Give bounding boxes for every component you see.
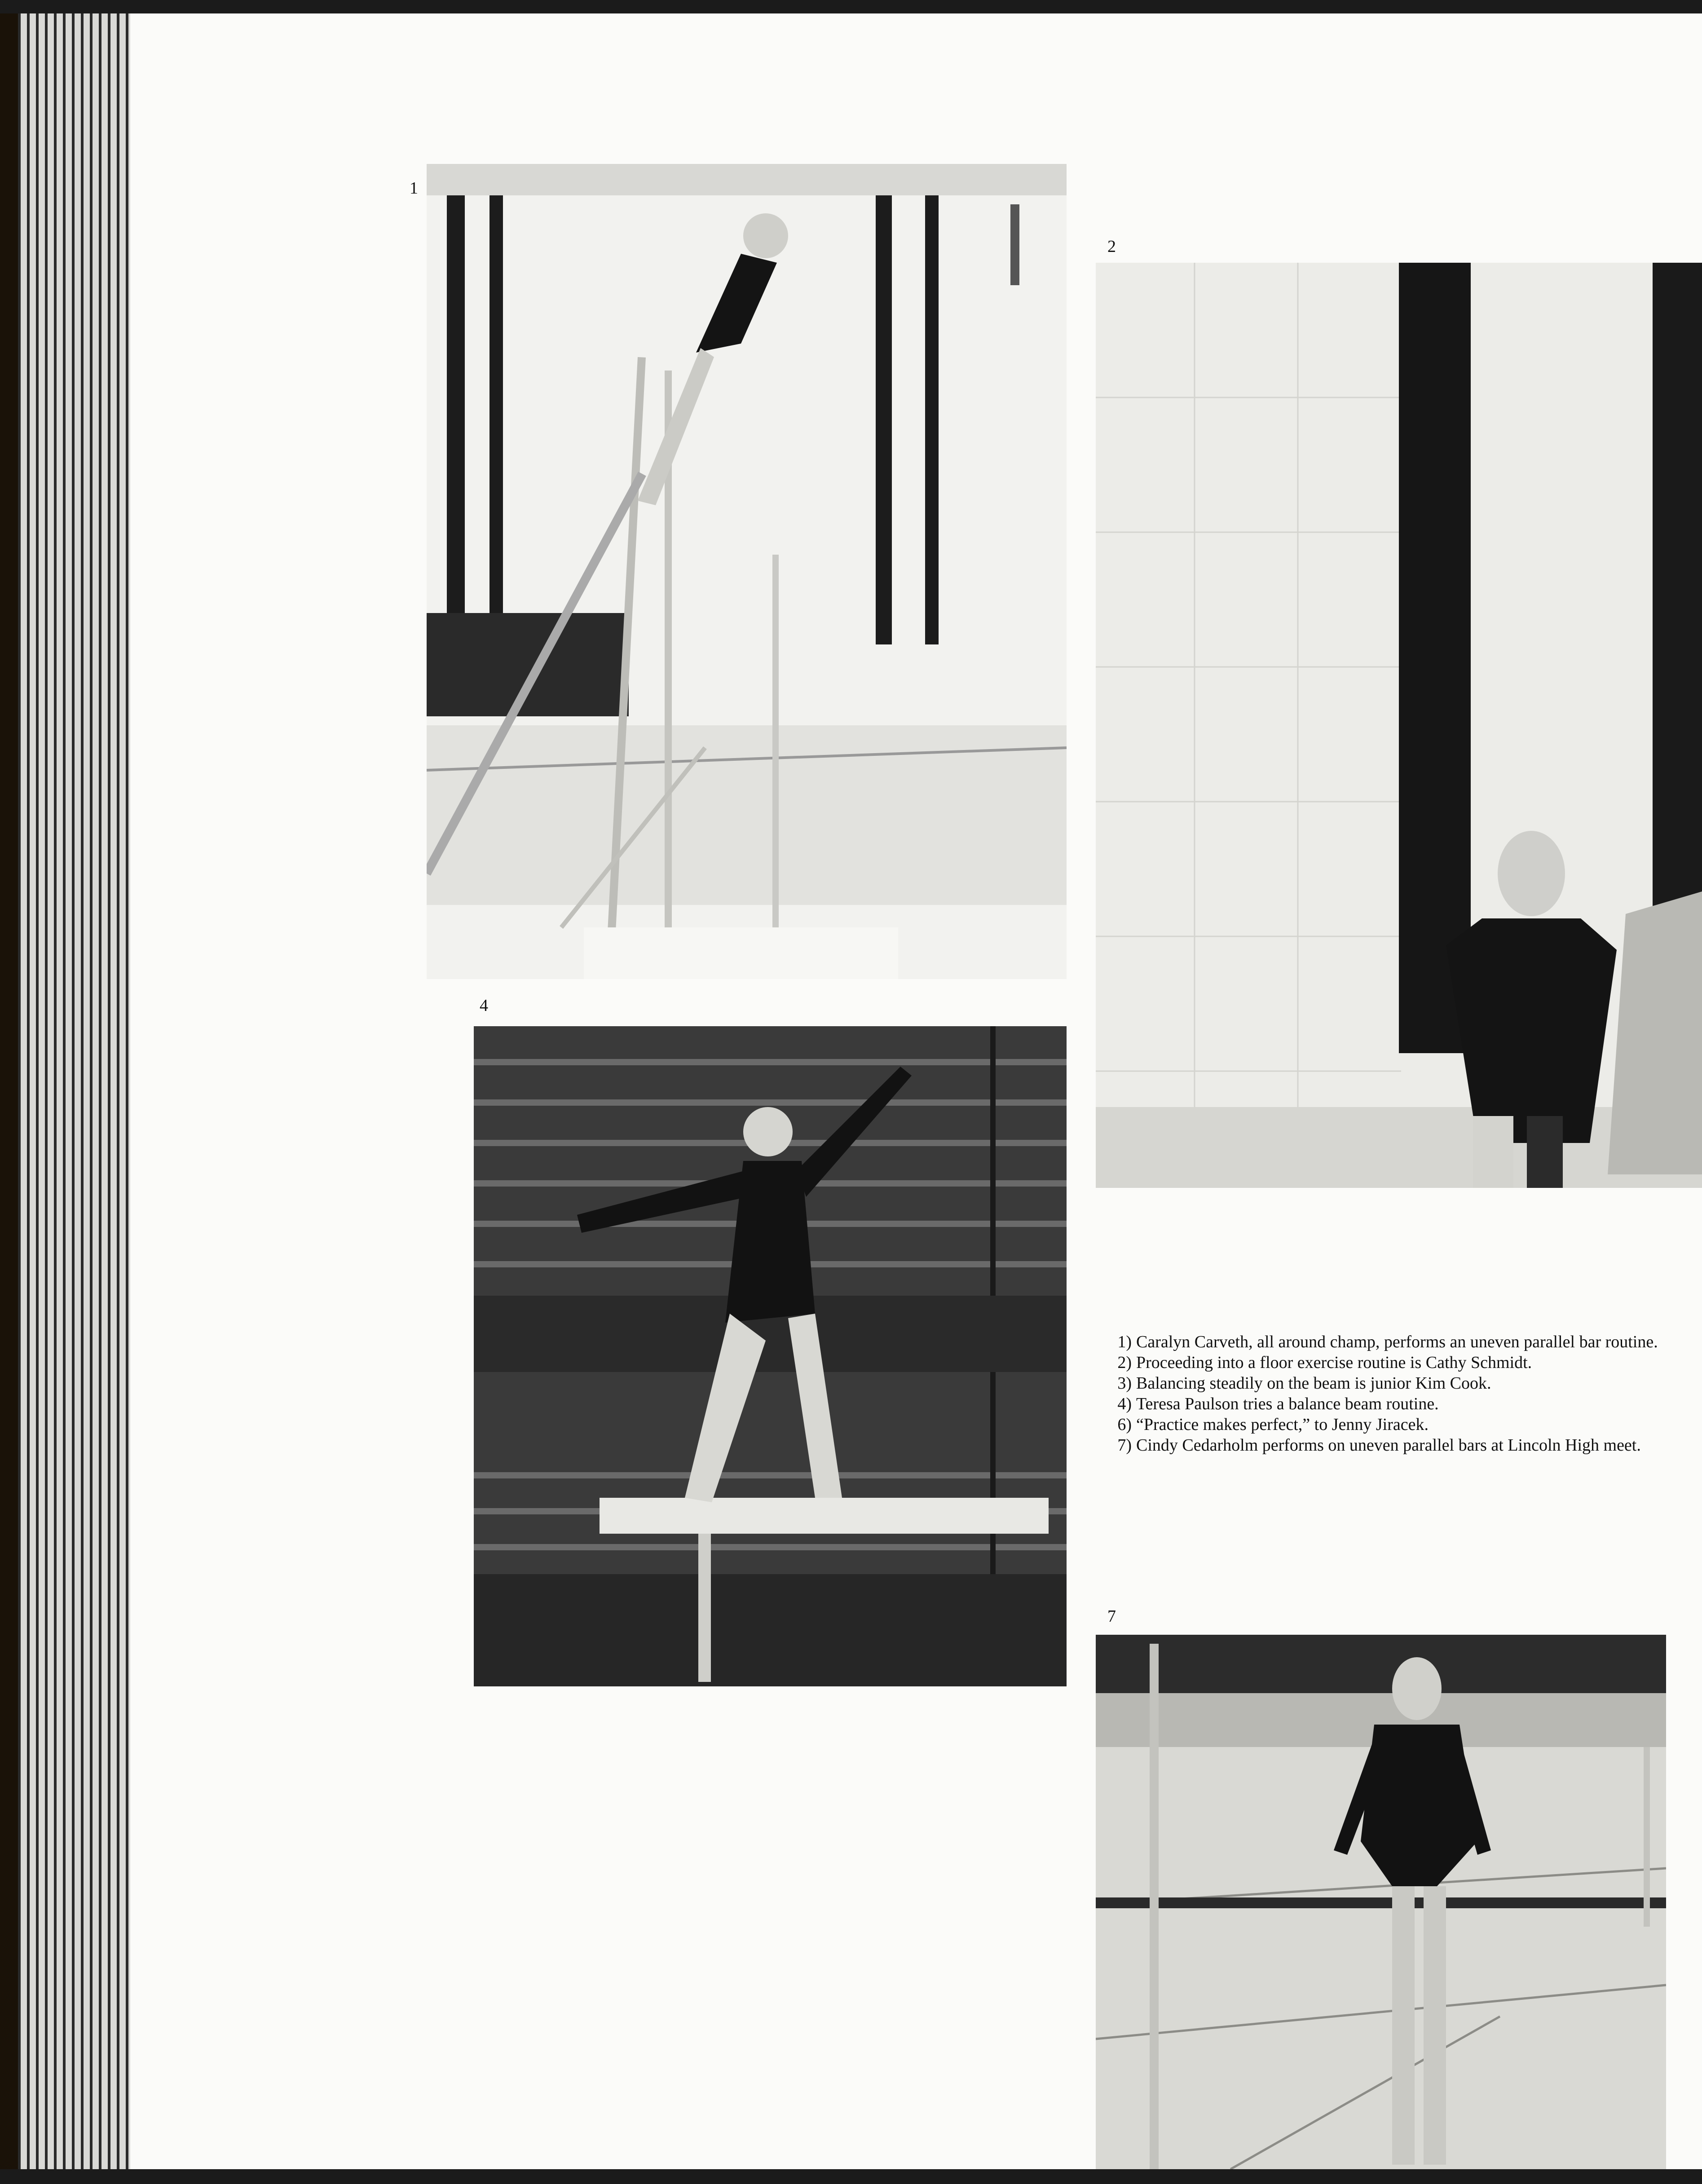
caption-number: 7)	[1117, 1436, 1132, 1455]
photo-number-7: 7	[1107, 1607, 1116, 1626]
caption-number: 2)	[1117, 1353, 1132, 1372]
top-scan-edge	[0, 0, 1702, 13]
caption-number: 4)	[1117, 1394, 1132, 1413]
caption-number: 6)	[1117, 1415, 1132, 1434]
caption-list	[1096, 1332, 1671, 1456]
caption-item	[1096, 1435, 1671, 1456]
caption-text: Teresa Paulson tries a balance beam routine.	[1136, 1394, 1439, 1413]
photo-uneven-bars	[427, 164, 1067, 979]
caption-text: Proceeding into a floor exercise routine is Cathy Schmidt.	[1136, 1353, 1532, 1372]
book-spine	[0, 0, 18, 2184]
caption-item	[1096, 1332, 1671, 1352]
caption-item	[1096, 1394, 1671, 1414]
caption-text: Caralyn Carveth, all around champ, performs an uneven parallel bar routine.	[1136, 1332, 1658, 1351]
caption-item	[1096, 1414, 1671, 1435]
photo-balance-beam	[474, 1026, 1067, 1686]
caption-item	[1096, 1373, 1671, 1394]
photo-number-4: 4	[480, 996, 488, 1015]
caption-number: 3)	[1117, 1374, 1132, 1393]
page-edges	[18, 0, 130, 2184]
photo-number-2: 2	[1107, 237, 1116, 256]
photo-number-1: 1	[410, 179, 418, 198]
caption-number: 1)	[1117, 1332, 1132, 1351]
bottom-scan-edge	[0, 2169, 1702, 2184]
caption-text: “Practice makes perfect,” to Jenny Jiracek.	[1136, 1415, 1429, 1434]
photo-floor-exercise	[1096, 263, 1702, 1188]
photo-parallel-bars	[1096, 1635, 1666, 2169]
caption-text: Cindy Cedarholm performs on uneven parallel bars at Lincoln High meet.	[1136, 1436, 1641, 1455]
caption-item	[1096, 1352, 1671, 1373]
caption-text: Balancing steadily on the beam is junior Kim Cook.	[1136, 1374, 1491, 1393]
